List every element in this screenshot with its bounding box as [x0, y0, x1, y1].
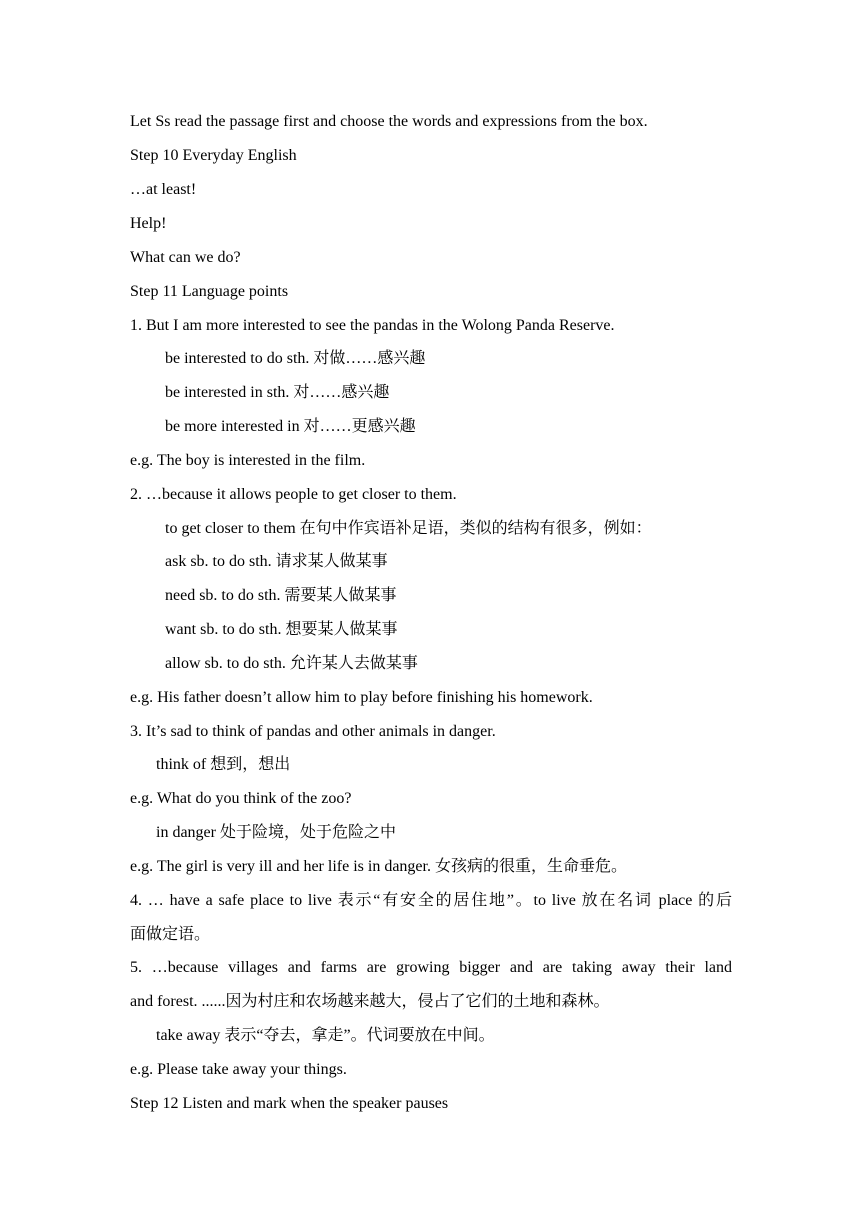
point-1-note: be more interested in 对……更感兴趣: [165, 418, 416, 435]
point-3-example: e.g. The girl is very ill and her life is in danger. 女孩病的很重，生命垂危。: [130, 858, 627, 875]
point-2-note: to get closer to them 在句中作宾语补足语，类似的结构有很多，例如：: [165, 520, 652, 537]
point-2-example: e.g. His father doesn’t allow him to play before finishing his homework.: [130, 689, 593, 706]
point-5-continuation: and forest. ......因为村庄和农场越来越大，侵占了它们的土地和森林。: [130, 993, 610, 1010]
expression-what-can-we-do: What can we do?: [130, 249, 241, 266]
step-12-heading: Step 12 Listen and mark when the speaker pauses: [130, 1095, 449, 1112]
expression-at-least: …at least!: [130, 181, 197, 198]
point-5-example: e.g. Please take away your things.: [130, 1061, 347, 1078]
point-3-note: think of 想到，想出: [156, 756, 291, 773]
expression-help: Help!: [130, 215, 167, 232]
step-11-heading: Step 11 Language points: [130, 283, 289, 300]
point-5: 5. …because villages and farms are growing bigger and are taking away their land: [130, 959, 732, 976]
step-10-heading: Step 10 Everyday English: [130, 147, 297, 164]
point-1: 1. But I am more interested to see the pandas in the Wolong Panda Reserve.: [130, 317, 615, 334]
point-2-note: need sb. to do sth. 需要某人做某事: [165, 587, 397, 604]
point-3-example: e.g. What do you think of the zoo?: [130, 790, 352, 807]
point-4: 4. … have a safe place to live 表示“有安全的居住地”。to live 放在名词 place 的后: [130, 892, 732, 909]
point-5-note: take away 表示“夺去，拿走”。代词要放在中间。: [156, 1027, 495, 1044]
point-1-note: be interested to do sth. 对做……感兴趣: [165, 350, 426, 367]
point-4-continuation: 面做定语。: [130, 926, 211, 943]
point-2-note: allow sb. to do sth. 允许某人去做某事: [165, 655, 418, 672]
point-2: 2. …because it allows people to get closer to them.: [130, 486, 457, 503]
instruction-line: Let Ss read the passage first and choose the words and expressions from the box.: [130, 113, 648, 130]
point-3-note: in danger 处于险境，处于危险之中: [156, 824, 396, 841]
point-1-note: be interested in sth. 对……感兴趣: [165, 384, 390, 401]
point-2-note: ask sb. to do sth. 请求某人做某事: [165, 553, 388, 570]
point-3: 3. It’s sad to think of pandas and other animals in danger.: [130, 723, 496, 740]
point-2-note: want sb. to do sth. 想要某人做某事: [165, 621, 398, 638]
point-1-example: e.g. The boy is interested in the film.: [130, 452, 366, 469]
